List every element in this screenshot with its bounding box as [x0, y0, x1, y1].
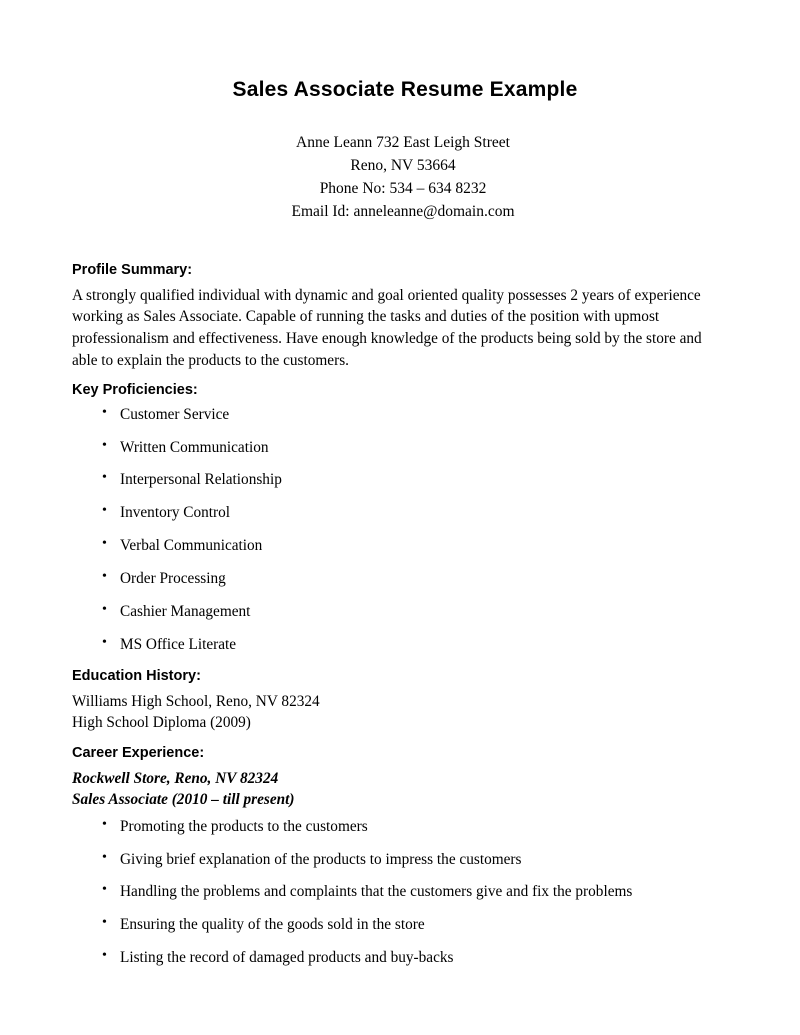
- list-item: • Inventory Control: [72, 503, 728, 523]
- list-item: • Interpersonal Relationship: [72, 470, 728, 490]
- list-item: • Ensuring the quality of the goods sold in the store: [72, 915, 728, 935]
- section-heading-career-experience: Career Experience:: [72, 744, 205, 761]
- profile-summary-text: A strongly qualified individual with dynamic and goal oriented quality possesses 2 years of experience working as Sales Associate. Capable of running the tasks and duties of the position with upmost professionalism and effectiveness. Have enough knowledge of the products being sold by the store and able to explain the products to the customers.: [72, 286, 702, 369]
- contact-name-address: Anne Leann 732 East Leigh Street: [296, 134, 510, 151]
- education-degree: High School Diploma (2009): [72, 713, 251, 731]
- list-item: • Order Processing: [72, 569, 728, 589]
- section-heading-education-history: Education History:: [72, 667, 201, 684]
- experience-role: Sales Associate (2010 – till present): [72, 791, 295, 809]
- contact-email: Email Id: anneleanne@domain.com: [291, 202, 515, 220]
- section-heading-profile-summary: Profile Summary:: [72, 261, 193, 278]
- list-item: • Customer Service: [72, 405, 728, 425]
- list-item: • Promoting the products to the customers: [72, 817, 728, 837]
- education-school: Williams High School, Reno, NV 82324: [72, 692, 320, 710]
- list-item: • Written Communication: [72, 438, 728, 458]
- list-item: • MS Office Literate: [72, 635, 728, 655]
- list-item: • Verbal Communication: [72, 536, 728, 556]
- contact-city-state-zip: Reno, NV 53664: [350, 156, 456, 174]
- experience-company: Rockwell Store, Reno, NV 82324: [72, 769, 279, 787]
- section-heading-key-proficiencies: Key Proficiencies:: [72, 381, 198, 398]
- list-item: • Listing the record of damaged products and buy-backs: [72, 948, 728, 968]
- page-title: Sales Associate Resume Example: [232, 78, 578, 101]
- list-item: • Cashier Management: [72, 602, 728, 622]
- contact-phone: Phone No: 534 – 634 8232: [319, 179, 487, 197]
- key-proficiencies-list: [72, 405, 728, 655]
- list-item: • Handling the problems and complaints that the customers give and fix the problems: [72, 882, 728, 902]
- contact-block: [72, 132, 728, 224]
- list-item: • Giving brief explanation of the products to impress the customers: [72, 850, 728, 870]
- career-duties-list: [72, 817, 728, 968]
